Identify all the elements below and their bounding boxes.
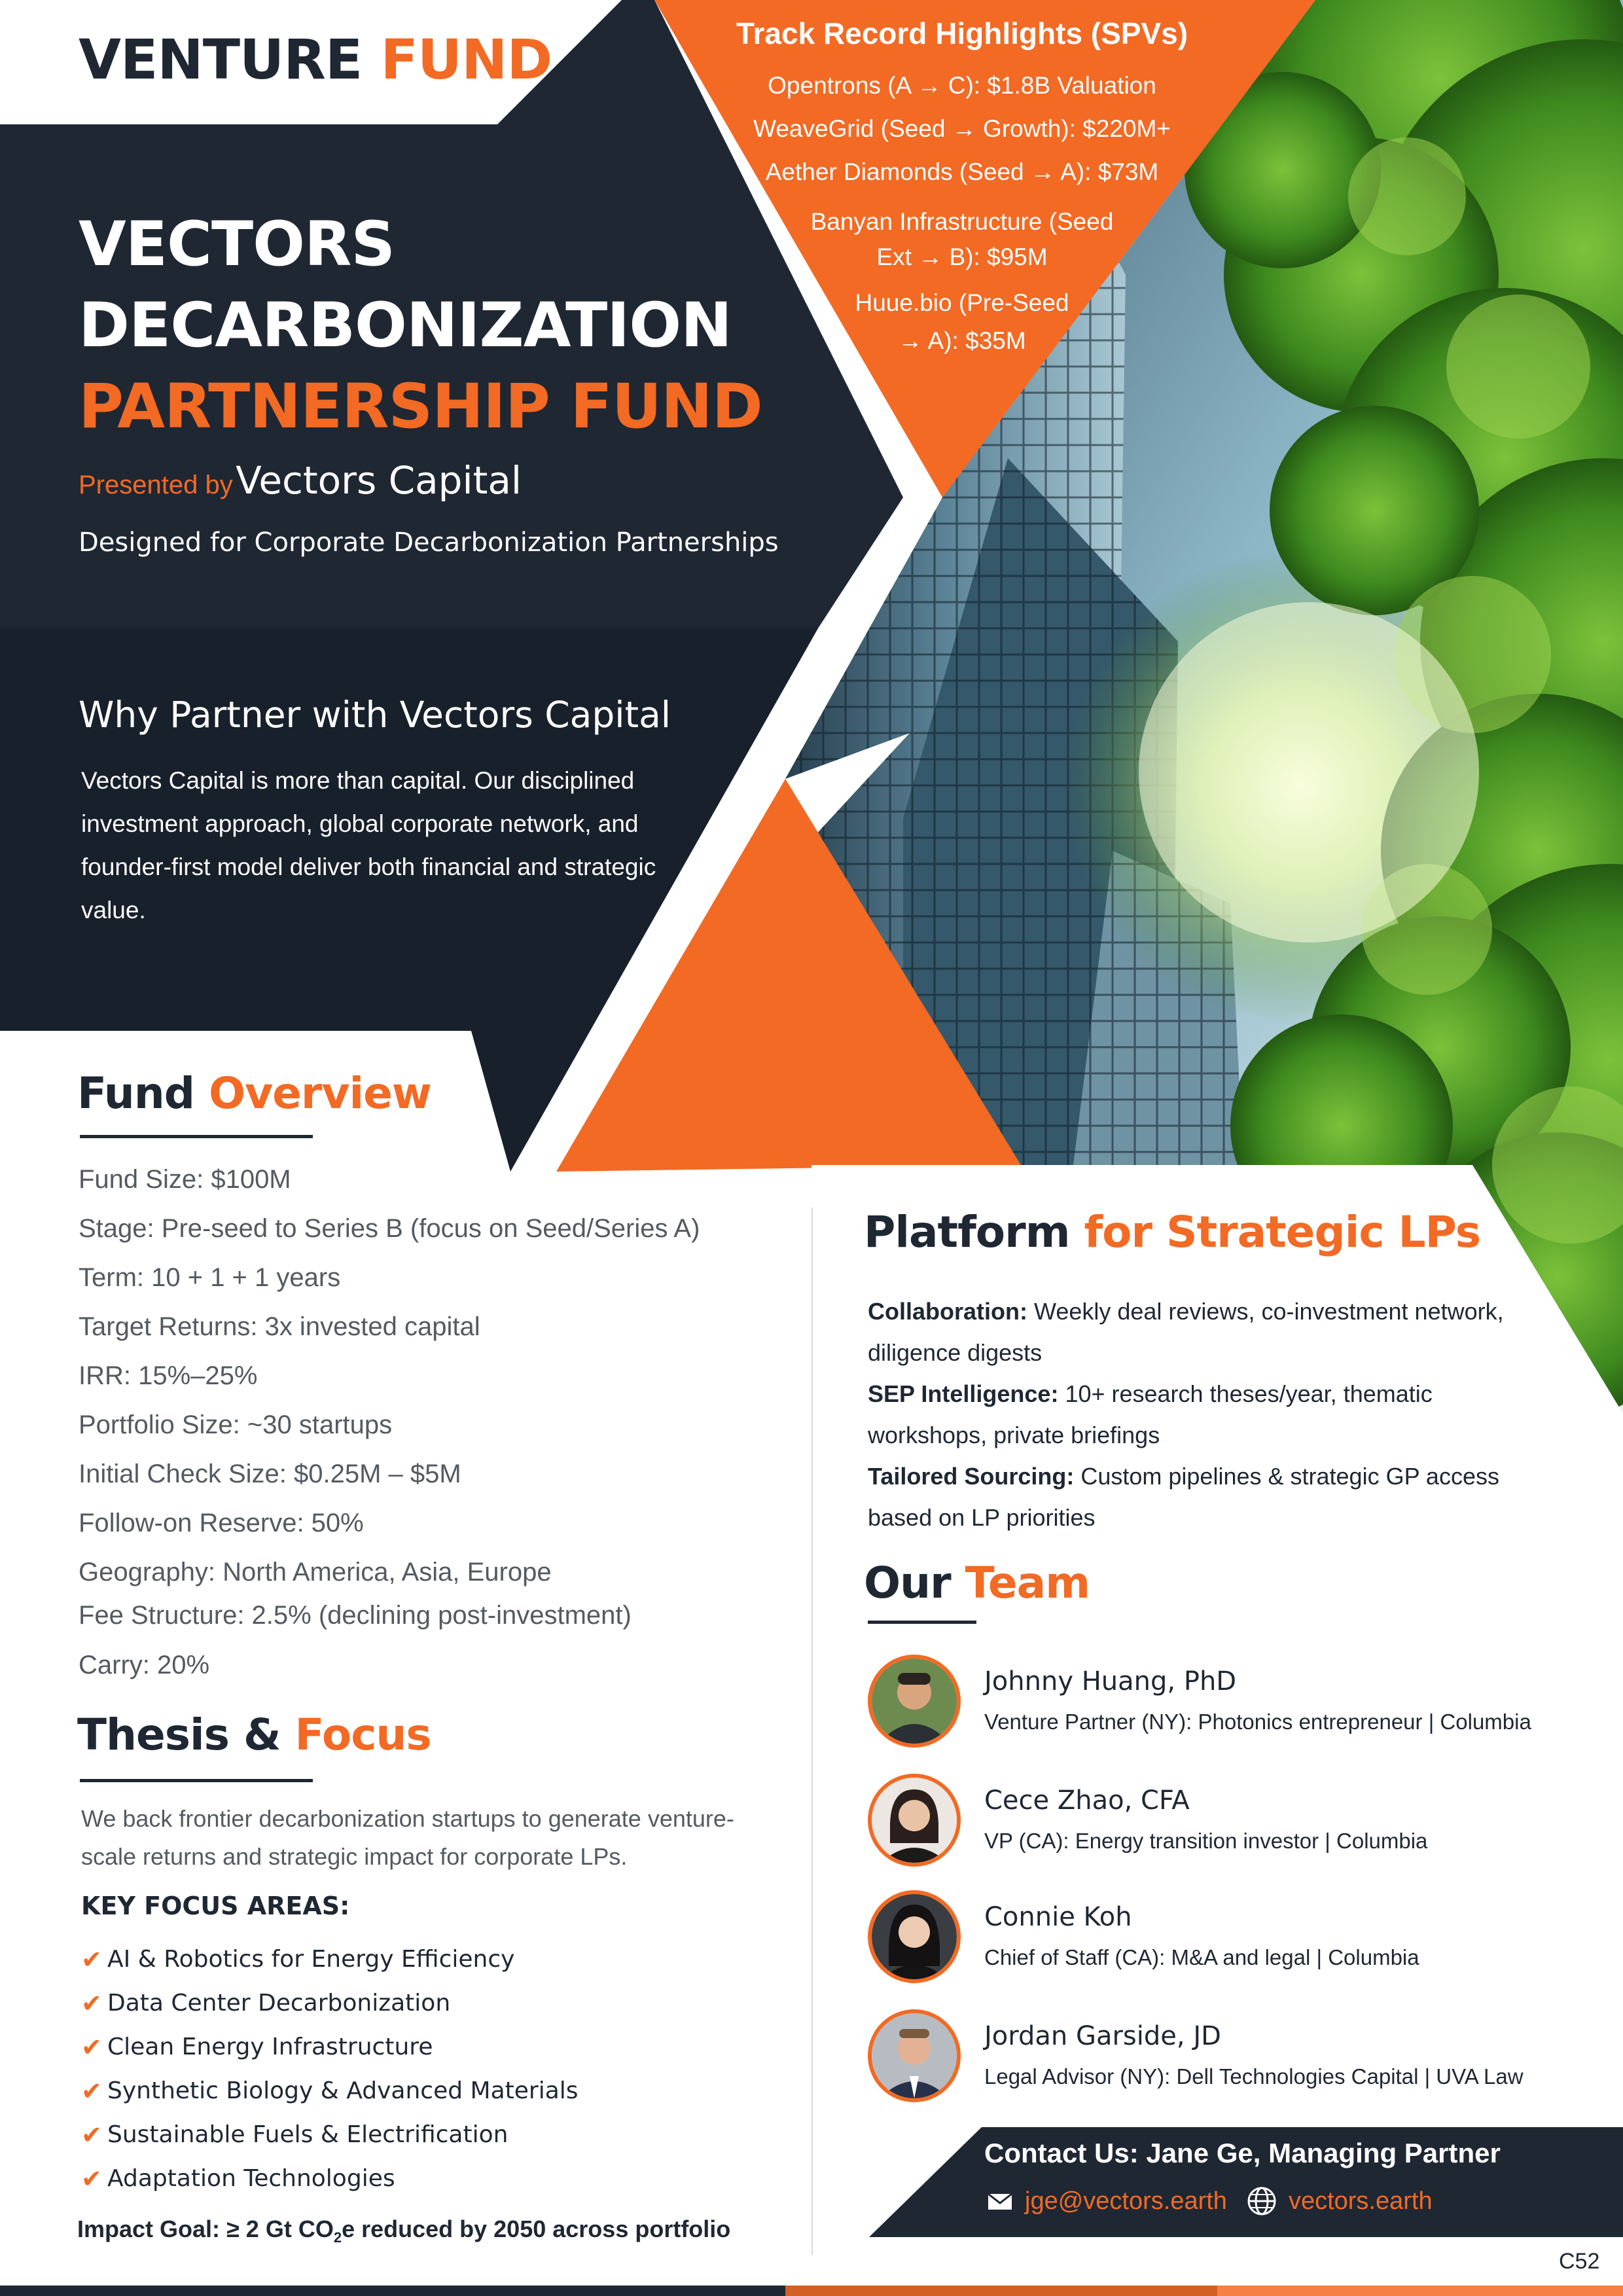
venture-fund-logo [79,27,552,92]
platform-item-label: SEP Intelligence: [868,1380,1059,1407]
heading-orange-part: for Strategic LPs [1084,1207,1481,1257]
fund-fact: Target Returns: 3x invested capital [79,1312,480,1341]
hero-line-2: DECARBONIZATION [79,290,732,361]
focus-area-item [81,2025,579,2069]
hero-line-3: PARTNERSHIP FUND [79,371,762,442]
avatar [868,2009,961,2102]
platform-list [868,1291,1555,1538]
platform-item-text: 10+ research theses/year, thematic workshops, private briefings [868,1380,1433,1448]
platform-item-text: Custom pipelines & strategic GP access based on LP priorities [868,1463,1499,1531]
platform-item-label: Tailored Sourcing: [868,1463,1075,1490]
heading-underline [80,1135,313,1138]
heading-dark-part: Thesis & [77,1710,281,1760]
fund-overview-heading [77,1068,431,1119]
track-record-title: Track Record Highlights (SPVs) [736,16,1188,50]
presenter-name: Vectors Capital [236,458,522,503]
focus-area-item [81,2113,579,2157]
platform-item [868,1291,1555,1373]
portrait-icon [872,2013,957,2098]
globe-icon [1247,2186,1277,2216]
why-partner-heading: Why Partner with Vectors Capital [79,694,671,736]
fund-fact: IRR: 15%–25% [79,1361,258,1390]
avatar [868,1655,961,1748]
heading-dark-part: Fund [77,1068,195,1119]
impact-goal [77,2215,730,2246]
portrait-icon [872,1778,957,1863]
focus-area-label: Clean Energy Infrastructure [107,2033,433,2060]
focus-area-label: Sustainable Fuels & Electrification [107,2121,508,2148]
platform-item-text: Weekly deal reviews, co-investment network, diligence digests [868,1298,1504,1366]
team-heading [864,1558,1090,1608]
checkmark-icon: ✔ [81,2164,102,2193]
heading-underline [80,1779,313,1782]
portrait-icon [872,1894,957,1979]
fund-fact: Geography: North America, Asia, Europe [79,1558,552,1587]
track-record-item: WeaveGrid (Seed → Growth): $220M+ [753,115,1171,142]
member-role: Legal Advisor (NY): Dell Technologies Capital | UVA Law [984,2064,1524,2089]
heading-orange-part: Focus [294,1710,431,1760]
document-code: C52 [1559,2249,1600,2274]
member-name: Jordan Garside, JD [984,2021,1221,2051]
focus-area-item [81,2157,579,2200]
member-name: Cece Zhao, CFA [984,1785,1190,1816]
focus-area-label: AI & Robotics for Energy Efficiency [107,1945,515,1973]
focus-area-item [81,1937,579,1981]
heading-underline [868,1621,976,1624]
hero-title [79,204,762,448]
presented-by [79,458,522,503]
logo-word-fund: FUND [380,27,552,92]
fund-fact: Follow-on Reserve: 50% [79,1509,364,1537]
impact-text: Impact Goal: ≥ 2 Gt CO [77,2215,334,2242]
envelope-icon [987,2191,1013,2211]
platform-item [868,1373,1555,1456]
focus-area-list [81,1937,579,2200]
checkmark-icon: ✔ [81,1988,102,2018]
track-record-item: Opentrons (A → C): $1.8B Valuation [768,72,1156,99]
track-record-item: Banyan Infrastructure (Seed [810,208,1114,235]
fund-overview-list [79,1164,700,1698]
hero-line-1: VECTORS [79,209,395,280]
heading-orange-part: Overview [209,1068,431,1119]
heading-orange-part: Team [965,1558,1090,1608]
focus-area-item [81,2069,579,2113]
thesis-focus-heading [77,1710,431,1760]
impact-text: e reduced by 2050 across portfolio [342,2215,731,2242]
track-record-item: → A): $35M [898,327,1026,354]
fund-fact: Fund Size: $100M [79,1165,291,1194]
contact-website-link[interactable]: vectors.earth [1288,2187,1433,2215]
fund-fact: Carry: 20% [79,1651,210,1679]
key-focus-title: KEY FOCUS AREAS: [81,1892,350,1920]
checkmark-icon: ✔ [81,2120,102,2149]
member-name: Johnny Huang, PhD [984,1666,1237,1696]
column-divider [812,1208,813,2255]
portrait-icon [872,1659,957,1744]
platform-heading [864,1207,1480,1257]
logo-word-venture: VENTURE [79,27,363,92]
hero-tagline: Designed for Corporate Decarbonization Partnerships [79,528,779,558]
contact-email-link[interactable]: jge@vectors.earth [1025,2187,1227,2215]
heading-dark-part: Platform [864,1207,1070,1257]
member-role: Venture Partner (NY): Photonics entrepreneur | Columbia [984,1710,1531,1734]
track-record-item: Aether Diamonds (Seed → A): $73M [765,158,1159,185]
member-name: Connie Koh [984,1902,1132,1932]
focus-area-item [81,1981,579,2025]
contact-title: Contact Us: Jane Ge, Managing Partner [984,2138,1501,2168]
fund-fact: Stage: Pre-seed to Series B (focus on Seed/Series A) [79,1214,700,1243]
impact-subscript: 2 [333,2229,342,2246]
fund-fact: Portfolio Size: ~30 startups [79,1410,393,1439]
platform-item-label: Collaboration: [868,1298,1027,1325]
checkmark-icon: ✔ [81,2076,102,2106]
avatar [868,1890,961,1983]
why-partner-body: Vectors Capital is more than capital. Our disciplined investment approach, global corporate network, and founder-first model deliver both financial and strategic value. [81,767,656,924]
platform-item [868,1456,1555,1538]
contact-links [987,2186,1433,2216]
focus-area-label: Data Center Decarbonization [107,1989,451,2017]
fund-fact: Fee Structure: 2.5% (declining post-investment) [79,1601,632,1630]
track-record-item: Huue.bio (Pre-Seed [855,289,1069,316]
focus-area-label: Synthetic Biology & Advanced Materials [107,2077,579,2104]
member-role: Chief of Staff (CA): M&A and legal | Columbia [984,1945,1419,1969]
focus-area-label: Adaptation Technologies [107,2164,395,2192]
member-role: VP (CA): Energy transition investor | Columbia [984,1829,1428,1853]
checkmark-icon: ✔ [81,2032,102,2062]
avatar [868,1774,961,1867]
presented-by-label: Presented by [79,471,233,499]
checkmark-icon: ✔ [81,1945,102,1974]
thesis-body: We back frontier decarbonization startups to generate venture-scale returns and strategic impact for corporate LPs. [81,1805,734,1870]
fund-fact: Term: 10 + 1 + 1 years [79,1263,341,1292]
heading-dark-part: Our [864,1558,951,1608]
fund-fact: Initial Check Size: $0.25M – $5M [79,1460,461,1488]
track-record-item: Ext → B): $95M [876,243,1048,270]
